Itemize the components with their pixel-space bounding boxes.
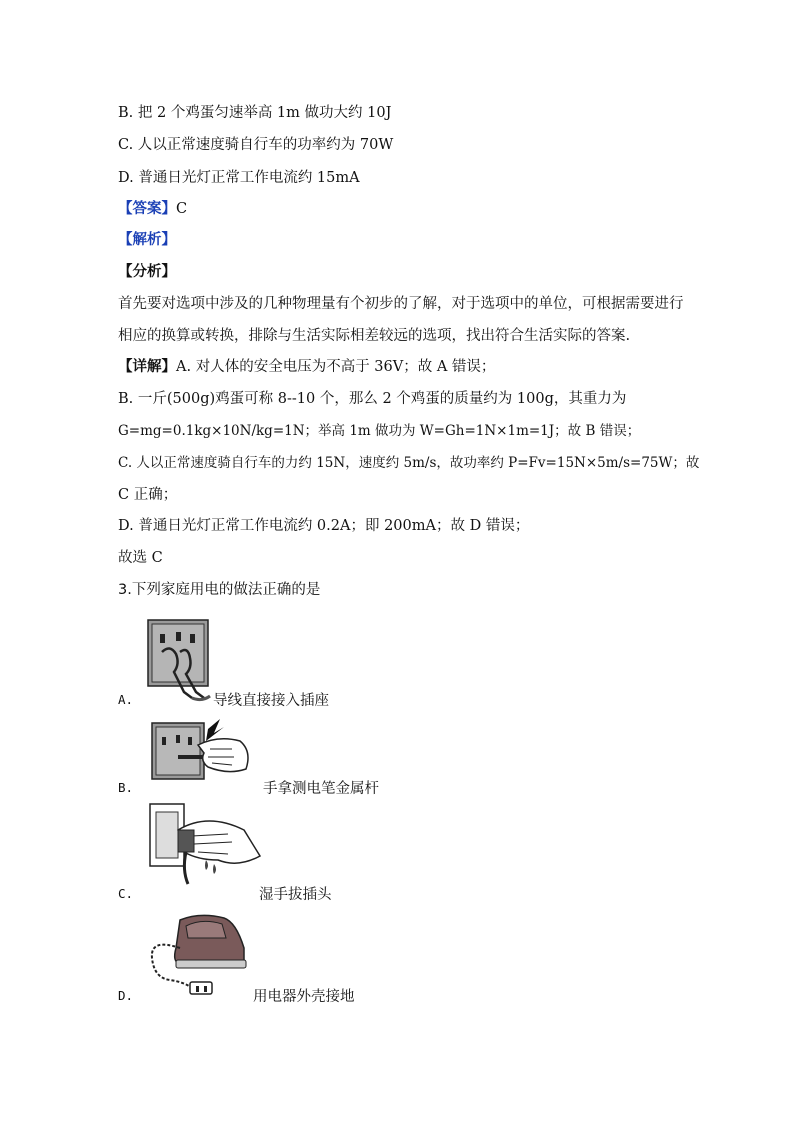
answer-line	[118, 199, 187, 219]
option-d-prev: D. 普通日光灯正常工作电流约 15mA	[118, 170, 360, 186]
fenxi-text-1: 首先要对选项中涉及的几种物理量有个初步的了解，对于选项中的单位，可根据需要进行	[118, 296, 684, 312]
choice-c-caption: 湿手拔插头	[259, 887, 332, 903]
detail-line-5: C 正确；	[118, 487, 178, 503]
fenxi-text-2: 相应的换算或转换，排除与生活实际相差较远的选项，找出符合生活实际的答案.	[118, 328, 631, 344]
detail-label: 【详解】	[118, 358, 176, 375]
choice-d-letter: D.	[118, 988, 134, 1003]
answer-label: 【答案】	[118, 200, 176, 217]
choice-c-letter: C.	[118, 886, 134, 901]
detail-line-1	[118, 357, 495, 377]
fenxi-label: 【分析】	[118, 263, 176, 280]
wet-hand-plug-image	[148, 800, 263, 886]
option-b-prev: B. 把 2 个鸡蛋匀速举高 1m 做功大约 10J	[118, 105, 392, 121]
choice-a-caption: 导线直接接入插座	[213, 693, 329, 709]
choice-b-letter: B.	[118, 780, 134, 795]
question-title: 3.下列家庭用电的做法正确的是	[118, 582, 321, 598]
analysis-line	[118, 230, 176, 250]
analysis-label: 【解析】	[118, 231, 176, 248]
option-c-prev: C. 人以正常速度骑自行车的功率约为 70W	[118, 137, 394, 153]
answer-value: C	[176, 201, 188, 217]
detail-line-7: 故选 C	[118, 550, 163, 566]
detail-first: A. 对人体的安全电压为不高于 36V；故 A 错误；	[176, 359, 496, 375]
detail-line-4: C. 人以正常速度骑自行车的力约 15N，速度约 5m/s，故功率约 P=Fv=15N×5m/s=75W；故	[118, 455, 700, 471]
choice-a-letter: A.	[118, 692, 134, 707]
detail-line-3: G=mg=0.1kg×10N/kg=1N；举高 1m 做功为 W=Gh=1N×1m=1J；故 B 错误；	[118, 423, 641, 439]
grounded-iron-image	[140, 908, 252, 996]
choice-d-caption: 用电器外壳接地	[253, 989, 355, 1005]
detail-line-6: D. 普通日光灯正常工作电流约 0.2A；即 200mA；故 D 错误；	[118, 518, 530, 534]
choice-b-caption: 手拿测电笔金属杆	[263, 781, 379, 797]
detail-line-2: B. 一斤(500g)鸡蛋可称 8--10 个，那么 2 个鸡蛋的质量约为 100g，其重力为	[118, 391, 627, 407]
test-pen-image	[148, 715, 258, 785]
